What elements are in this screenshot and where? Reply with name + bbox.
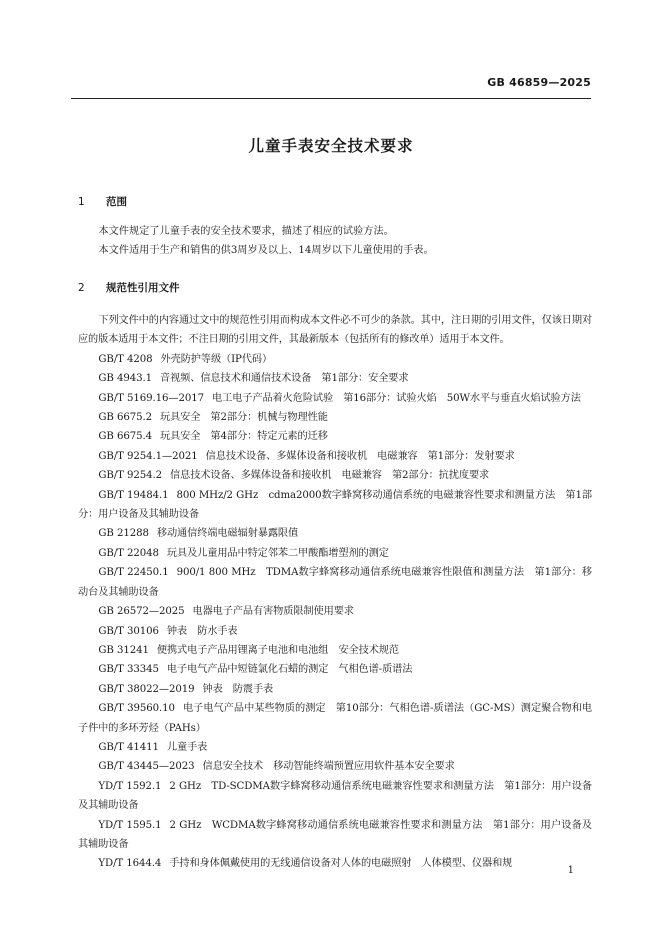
reference-code: GB 21288	[98, 528, 149, 540]
reference-entry	[78, 486, 592, 525]
reference-list	[78, 350, 592, 874]
header-rule	[71, 98, 591, 99]
reference-code: GB/T 39560.10	[98, 703, 175, 715]
paragraph: 下列文件中的内容通过文中的规范性引用而构成本文件必不可少的条款。其中，注日期的引用文件，仅该日期对应的版本适用于本文件；不注日期的引用文件，其最新版本（包括所有的修改单）适用于本文件。	[78, 315, 592, 346]
reference-entry	[78, 757, 592, 776]
reference-entry	[78, 854, 592, 873]
reference-title: 信息技术设备、多媒体设备和接收机 电磁兼容 第2部分：抗扰度要求	[170, 470, 490, 482]
reference-entry	[78, 660, 592, 679]
reference-title: 信息技术设备、多媒体设备和接收机 电磁兼容 第1部分：发射要求	[205, 450, 515, 462]
reference-code: GB/T 33345	[98, 664, 159, 676]
reference-title: 钟表 防水手表	[166, 625, 238, 637]
page-number: 1	[567, 865, 574, 876]
reference-title: 电子电气产品中短链氯化石蜡的测定 气相色谱-质谱法	[166, 664, 413, 676]
reference-code: GB/T 30106	[98, 625, 159, 637]
reference-code: GB/T 19484.1	[98, 489, 169, 501]
reference-entry	[78, 389, 592, 408]
reference-entry	[78, 816, 592, 855]
reference-title: 玩具安全 第4部分：特定元素的迁移	[160, 431, 328, 443]
reference-entry	[78, 777, 592, 816]
reference-code: GB/T 9254.1—2021	[98, 450, 198, 462]
reference-title: 玩具安全 第2部分：机械与物理性能	[160, 412, 328, 424]
reference-title: 电器电子产品有害物质限制使用要求	[192, 606, 354, 618]
paragraph: 本文件适用于生产和销售的供3周岁及以上、14周岁以下儿童使用的手表。	[98, 245, 434, 257]
reference-entry	[78, 369, 592, 388]
reference-title: 800 MHz/2 GHz cdma2000数字蜂窝移动通信系统的电磁兼容性要求和测量方法 第1部分：用户设备及其辅助设备	[78, 489, 592, 521]
reference-code: GB 6675.2	[98, 412, 152, 424]
reference-entry	[78, 427, 592, 446]
section-heading-normative-references	[78, 280, 180, 295]
reference-code: GB 4943.1	[98, 373, 152, 385]
reference-entry	[78, 563, 592, 602]
reference-title: 移动通信终端电磁辐射暴露限值	[156, 528, 299, 540]
section-title: 规范性引用文件	[106, 282, 180, 294]
reference-entry	[78, 680, 592, 699]
reference-code: YD/T 1595.1	[98, 819, 162, 831]
reference-title: 900/1 800 MHz TDMA数字蜂窝移动通信系统电磁兼容性限值和测量方法 第1部分：移动台及其辅助设备	[78, 567, 592, 598]
section-scope-body	[78, 222, 592, 261]
section-references-body	[78, 311, 592, 874]
reference-entry	[78, 466, 592, 485]
reference-entry	[78, 738, 592, 757]
reference-code: GB/T 5169.16—2017	[98, 392, 205, 404]
reference-code: GB/T 22048	[98, 547, 159, 559]
reference-title: 儿童手表	[166, 741, 208, 753]
reference-entry	[78, 699, 592, 738]
reference-code: GB/T 38022—2019	[98, 683, 195, 695]
reference-code: GB/T 4208	[98, 353, 153, 365]
section-number: 2	[78, 282, 85, 294]
reference-entry	[78, 622, 592, 641]
reference-code: GB 31241	[98, 644, 149, 656]
reference-title: 2 GHz WCDMA数字蜂窝移动通信系统电磁兼容性要求和测量方法 第1部分：用户设备及其辅助设备	[78, 819, 592, 850]
reference-title: 钟表 防震手表	[202, 683, 274, 695]
reference-title: 便携式电子产品用锂离子电池和电池组 安全技术规范	[156, 644, 399, 656]
reference-code: GB 6675.4	[98, 431, 152, 443]
reference-entry	[78, 350, 592, 369]
reference-title: 外壳防护等级（IP代码）	[160, 353, 273, 365]
reference-title: 电工电子产品着火危险试验 第16部分：试验火焰 50W水平与垂直火焰试验方法	[212, 392, 581, 404]
reference-title: 玩具及儿童用品中特定邻苯二甲酸酯增塑剂的测定	[166, 547, 389, 559]
reference-entry	[78, 447, 592, 466]
reference-code: GB/T 9254.2	[98, 470, 163, 482]
reference-title: 信息安全技术 移动智能终端预置应用软件基本安全要求	[202, 761, 455, 773]
reference-entry	[78, 544, 592, 563]
reference-entry	[78, 524, 592, 543]
section-heading-scope	[78, 194, 127, 209]
reference-title: 电子电气产品中某些物质的测定 第10部分：气相色谱-质谱法（GC-MS）测定聚合物和电子件中的多环芳烃（PAHs）	[78, 703, 592, 734]
section-number: 1	[78, 196, 85, 208]
reference-title: 音视频、信息技术和通信技术设备 第1部分：安全要求	[160, 373, 409, 385]
reference-code: GB/T 22450.1	[98, 567, 169, 579]
reference-code: GB/T 43445—2023	[98, 761, 195, 773]
document-title: 儿童手表安全技术要求	[248, 137, 414, 155]
reference-code: YD/T 1592.1	[98, 780, 162, 792]
section-title: 范围	[106, 196, 127, 208]
reference-title: 手持和身体佩戴使用的无线通信设备对人体的电磁照射 人体模型、仪器和规	[169, 858, 513, 870]
reference-title: 2 GHz TD-SCDMA数字蜂窝移动通信系统电磁兼容性要求和测量方法 第1部分：用户设备及其辅助设备	[78, 780, 592, 812]
reference-code: YD/T 1644.4	[98, 858, 162, 870]
reference-entry	[78, 602, 592, 621]
document-code: GB 46859—2025	[487, 76, 591, 89]
reference-entry	[78, 641, 592, 660]
reference-code: GB 26572—2025	[98, 606, 185, 618]
reference-entry	[78, 408, 592, 427]
paragraph: 本文件规定了儿童手表的安全技术要求，描述了相应的试验方法。	[98, 226, 394, 237]
reference-code: GB/T 41411	[98, 741, 159, 753]
